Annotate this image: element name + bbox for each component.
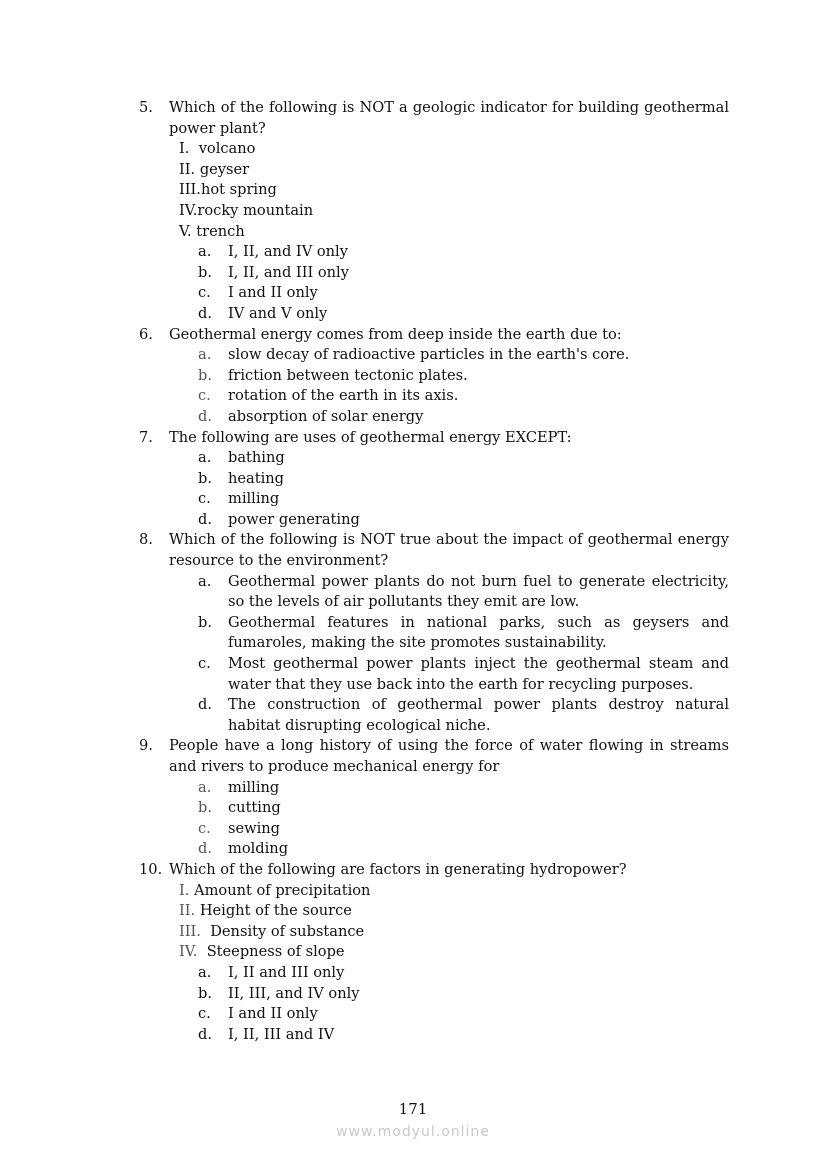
- answer-option: b. heating: [198, 469, 285, 487]
- question-10: [139, 860, 729, 1045]
- answer-option: a. I, II, and IV only: [198, 243, 348, 261]
- answer-option: b. cutting: [198, 799, 281, 817]
- roman-item: III.hot spring: [179, 181, 277, 199]
- roman-item: I. Amount of precipitation: [179, 881, 371, 899]
- answer-option: d. molding: [198, 840, 289, 858]
- question-7: [139, 428, 729, 531]
- question-9: [139, 736, 729, 860]
- answer-option: d. absorption of solar energy: [198, 407, 424, 425]
- question-number: 10.: [139, 860, 163, 878]
- answer-option: b. I, II, and III only: [198, 263, 349, 281]
- answer-option: d. I, II, III and IV: [198, 1025, 335, 1043]
- watermark: www.modyul.online: [336, 1124, 490, 1140]
- answer-option: b. Geothermal features in national parks, such as geysers and fumaroles, making the site promotes sustainability.: [198, 613, 729, 652]
- answer-option: c. I and II only: [198, 1005, 318, 1023]
- answer-option: a. Geothermal power plants do not burn fuel to generate electricity, so the levels of air pollutants they emit are low.: [198, 572, 729, 611]
- answer-option: c. rotation of the earth in its axis.: [198, 387, 459, 405]
- answer-option: d. The construction of geothermal power plants destroy natural habitat disrupting ecological niche.: [198, 696, 729, 734]
- answer-option: d. IV and V only: [198, 304, 328, 322]
- roman-item: I. volcano: [179, 140, 256, 158]
- question-text: The following are uses of geothermal energy EXCEPT:: [169, 428, 572, 446]
- quiz-content: [139, 98, 729, 1045]
- question-6: [139, 325, 729, 428]
- question-number: 9.: [139, 737, 153, 755]
- answer-option: c. I and II only: [198, 284, 318, 302]
- answer-option: c. milling: [198, 490, 280, 508]
- answer-option: c. Most geothermal power plants inject the geothermal steam and water that they use back into the earth for recycling purposes.: [198, 655, 729, 693]
- question-text: Geothermal energy comes from deep inside the earth due to:: [169, 325, 622, 343]
- page-number: 171: [398, 1100, 428, 1118]
- answer-option: b. friction between tectonic plates.: [198, 366, 468, 384]
- question-number: 7.: [139, 428, 153, 446]
- answer-option: b. II, III, and IV only: [198, 984, 360, 1002]
- answer-option: a. bathing: [198, 449, 285, 467]
- roman-item: III. Density of substance: [179, 922, 365, 940]
- answer-option: a. I, II and III only: [198, 963, 345, 981]
- answer-option: a. slow decay of radioactive particles in the earth's core.: [198, 346, 630, 364]
- roman-item: IV.rocky mountain: [179, 201, 314, 219]
- answer-option: a. milling: [198, 778, 280, 796]
- question-5: [139, 98, 729, 325]
- question-8: [139, 530, 729, 736]
- answer-option: c. sewing: [198, 819, 281, 837]
- question-number: 5.: [139, 99, 153, 116]
- answer-option: d. power generating: [198, 510, 360, 528]
- question-text: People have a long history of using the force of water flowing in streams and rivers to produce mechanical energy for: [169, 737, 729, 775]
- question-number: 6.: [139, 325, 153, 343]
- question-text: Which of the following are factors in generating hydropower?: [169, 860, 627, 878]
- roman-item: II. geyser: [179, 160, 250, 178]
- roman-item: IV. Steepness of slope: [179, 943, 345, 961]
- question-text: Which of the following is NOT a geologic indicator for building geothermal power plant?: [169, 99, 729, 137]
- roman-item: II. Height of the source: [179, 902, 352, 920]
- roman-item: V. trench: [179, 222, 245, 240]
- question-number: 8.: [139, 531, 153, 549]
- question-text: Which of the following is NOT true about the impact of geothermal energy resource to the environment?: [169, 531, 729, 570]
